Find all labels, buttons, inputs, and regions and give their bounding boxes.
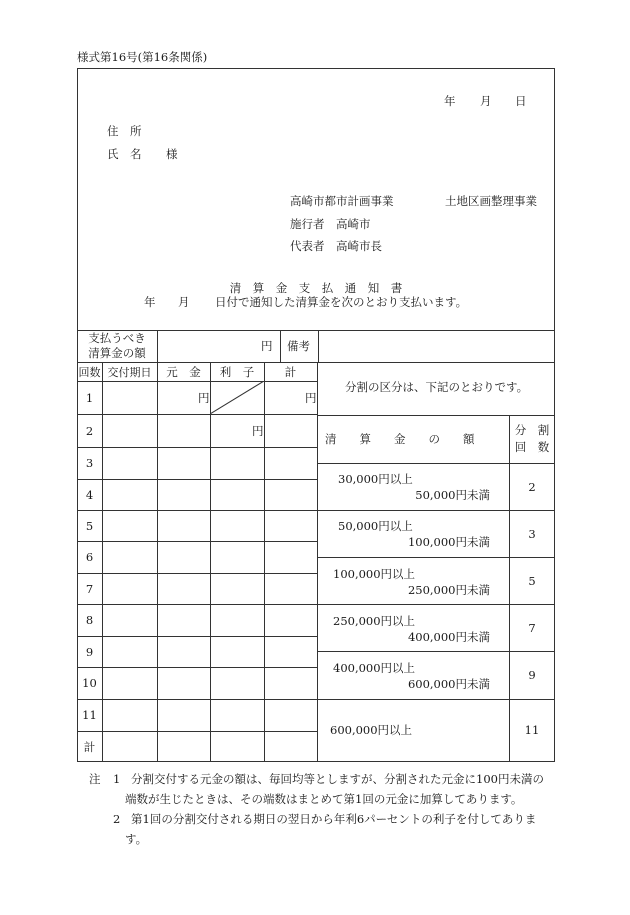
row-line xyxy=(77,414,317,415)
round-cell: 7 xyxy=(85,582,94,596)
division-intro: 分割の区分は、下記のとおりです。 xyxy=(345,380,529,394)
date-day: 日 xyxy=(515,94,527,108)
note-line: す。 xyxy=(125,832,148,846)
note-line: 端数が生じたときは、その端数はまとめて第1回の元金に加算してあります。 xyxy=(125,792,523,806)
row-line xyxy=(77,699,317,700)
summary-label-2: 清算金の額 xyxy=(88,346,146,360)
range-from: 400,000円以上 xyxy=(333,661,416,675)
row-line xyxy=(77,510,317,511)
division-header-count-1: 分 割 xyxy=(514,423,550,437)
round-cell: 11 xyxy=(82,708,97,722)
round-cell: 4 xyxy=(85,488,94,502)
row-line xyxy=(77,573,317,574)
range-from: 250,000円以上 xyxy=(333,614,416,628)
row-line xyxy=(77,447,317,448)
division-header-count-2: 回 数 xyxy=(514,440,550,454)
form-title: 様式第16号(第16条関係) xyxy=(77,50,208,64)
summary-divider-2 xyxy=(280,330,281,362)
range-to: 400,000円未満 xyxy=(407,630,490,644)
round-cell: 1 xyxy=(85,391,94,405)
issuer-representative: 代表者 高崎市長 xyxy=(290,239,382,253)
range-count: 5 xyxy=(528,574,536,588)
round-cell: 5 xyxy=(85,519,94,533)
range-from: 100,000円以上 xyxy=(333,567,416,581)
header-round: 回数 xyxy=(78,366,101,379)
division-top-line xyxy=(317,415,555,416)
row-line xyxy=(77,479,317,480)
division-line xyxy=(317,463,555,464)
row1-principal-unit: 円 xyxy=(198,391,210,405)
row1-interest-diagonal xyxy=(210,381,264,414)
row2-interest-unit: 円 xyxy=(252,424,264,438)
notice-sentence: 日付で通知した清算金を次のとおり支払います。 xyxy=(215,295,468,309)
summary-top-line xyxy=(77,330,555,331)
col-line-total xyxy=(317,362,318,762)
row-line xyxy=(77,636,317,637)
division-line xyxy=(317,557,555,558)
range-count: 9 xyxy=(528,668,536,682)
row-line xyxy=(77,731,317,732)
address-label: 住 所 xyxy=(107,124,142,138)
range-from: 30,000円以上 xyxy=(338,472,413,486)
col-line-principal xyxy=(210,362,211,762)
issuer-executor: 施行者 高崎市 xyxy=(290,217,371,231)
division-line xyxy=(317,604,555,605)
summary-divider-3 xyxy=(318,330,319,362)
division-line xyxy=(317,651,555,652)
notes-label: 注 xyxy=(89,772,101,786)
row-line xyxy=(77,604,317,605)
note-num: 1 xyxy=(113,772,121,786)
range-count: 2 xyxy=(528,480,536,494)
range-to: 100,000円未満 xyxy=(407,535,490,549)
date-year: 年 xyxy=(444,94,456,108)
note-line: 第1回の分割交付される期日の翌日から年利6パーセントの利子を付してありま xyxy=(131,812,537,826)
notice-year: 年 xyxy=(144,295,156,309)
row1-total-unit: 円 xyxy=(305,391,317,405)
row-line xyxy=(77,541,317,542)
header-total: 計 xyxy=(284,365,297,379)
division-count-divider xyxy=(509,415,510,762)
row-line xyxy=(77,667,317,668)
round-cell: 2 xyxy=(85,424,94,438)
summary-divider-1 xyxy=(157,330,158,362)
range-count: 11 xyxy=(524,723,540,737)
division-line xyxy=(317,699,555,700)
round-cell: 10 xyxy=(82,676,97,690)
round-cell: 3 xyxy=(85,456,94,470)
range-from: 600,000円以上 xyxy=(330,723,413,737)
header-interest: 利 子 xyxy=(219,365,255,379)
range-count: 3 xyxy=(528,527,536,541)
note-num: 2 xyxy=(113,812,121,826)
name-label: 氏 名 xyxy=(107,147,142,161)
issuer-project: 高崎市都市計画事業 xyxy=(290,194,394,208)
division-header-amount: 清 算 金 の 額 xyxy=(325,432,475,446)
header-principal: 元 金 xyxy=(166,365,201,379)
summary-bottom-line xyxy=(77,362,555,363)
schedule-header-line xyxy=(77,381,317,382)
col-line-round xyxy=(102,362,103,762)
col-line-due xyxy=(157,362,158,762)
honorific: 様 xyxy=(166,147,178,161)
summary-label-1: 支払うべき xyxy=(88,331,146,345)
round-cell: 8 xyxy=(85,613,94,627)
range-count: 7 xyxy=(528,621,536,635)
notice-month: 月 xyxy=(178,295,190,309)
round-cell-total: 計 xyxy=(83,740,96,754)
header-due-date: 交付期日 xyxy=(107,366,152,379)
note-line: 分割交付する元金の額は、毎回均等としますが、分割された元金に100円未満の xyxy=(131,772,544,786)
range-to: 50,000円未満 xyxy=(415,488,490,502)
range-from: 50,000円以上 xyxy=(338,519,413,533)
issuer-project-type: 土地区画整理事業 xyxy=(445,194,537,208)
division-line xyxy=(317,510,555,511)
date-month: 月 xyxy=(480,94,492,108)
col-line-interest xyxy=(264,362,265,762)
round-cell: 6 xyxy=(85,550,94,564)
range-to: 600,000円未満 xyxy=(407,677,490,691)
notice-title: 清 算 金 支 払 通 知 書 xyxy=(229,281,403,295)
range-to: 250,000円未満 xyxy=(407,583,490,597)
round-cell: 9 xyxy=(85,645,94,659)
summary-amount-unit: 円 xyxy=(261,339,273,353)
remarks-label: 備考 xyxy=(287,339,310,353)
